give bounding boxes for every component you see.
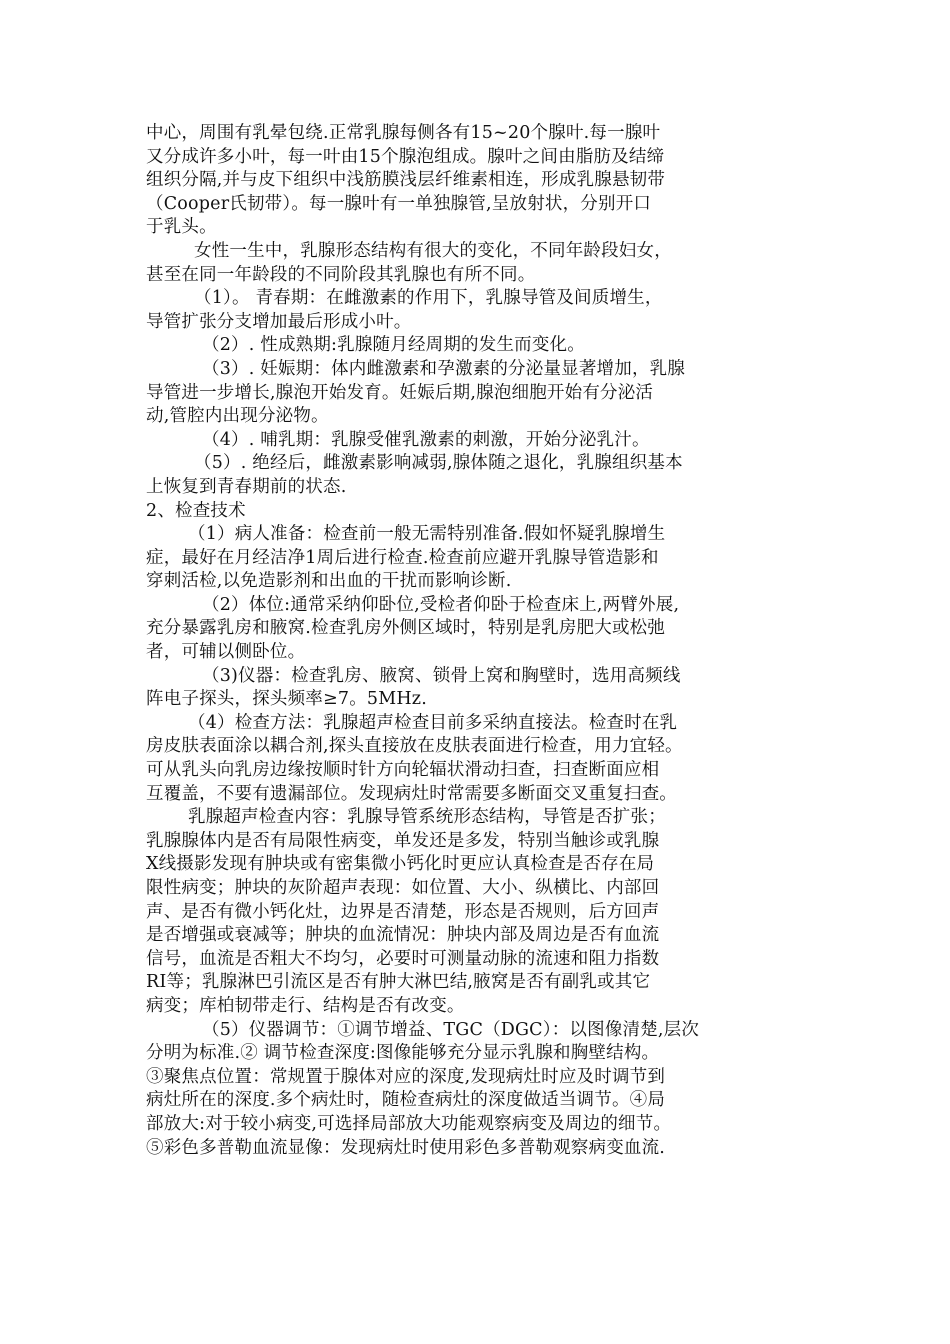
text-line: 上恢复到青春期前的状态.	[146, 476, 347, 497]
text-line: 充分暴露乳房和腋窝.检查乳房外侧区域时，特别是乳房肥大或松弛	[146, 618, 666, 639]
text-line: 分明为标准.② 调节检查深度:图像能够充分显示乳腺和胸壁结构。	[146, 1043, 660, 1064]
text-line: （5）. 绝经后，雌激素影响减弱,腺体随之退化，乳腺组织基本	[194, 453, 683, 474]
text-line: 病灶所在的深度.多个病灶时，随检查病灶的深度做适当调节。④局	[146, 1090, 666, 1111]
text-line: 病变；库柏韧带走行、结构是否有改变。	[146, 995, 465, 1016]
text-line: 房皮肤表面涂以耦合剂,探头直接放在皮肤表面进行检查，用力宜轻。	[146, 736, 683, 757]
text-line: 信号，血流是否粗大不均匀，必要时可测量动脉的流速和阻力指数	[146, 948, 660, 969]
text-line: （2）体位:通常采纳仰卧位,受检者仰卧于检查床上,两臂外展,	[202, 594, 680, 615]
text-line: （5）仪器调节：①调节增益、TGC（DGC）：以图像清楚,层次	[202, 1019, 700, 1040]
text-line: 限性病变；肿块的灰阶超声表现：如位置、大小、纵横比、内部回	[146, 878, 660, 898]
text-line: 导管扩张分支增加最后形成小叶。	[146, 311, 412, 332]
text-line: 可从乳头向乳房边缘按顺时针方向轮辐状滑动扫查，扫查断面应相	[146, 760, 660, 781]
text-line: 者，可辅以侧卧位。	[146, 642, 306, 663]
document-body	[146, 122, 806, 1160]
text-line: （3）. 妊娠期：体内雌激素和孕激素的分泌量显著增加，乳腺	[202, 358, 686, 379]
text-line: 导管进一步增长,腺泡开始发育。妊娠后期,腺泡细胞开始有分泌活	[146, 382, 654, 403]
text-line: 声、是否有微小钙化灶，边界是否清楚，形态是否规则，后方回声	[146, 901, 660, 922]
text-line: （2）. 性成熟期:乳腺随月经周期的发生而变化。	[202, 335, 585, 356]
text-line: （3)仪器：检查乳房、腋窝、锁骨上窝和胸壁时，选用高频线	[202, 665, 681, 686]
text-line: （Cooper氏韧带）。每一腺叶有一单独腺管,呈放射状，分别开口	[146, 193, 652, 214]
text-line: 动,管腔内出现分泌物。	[146, 406, 329, 427]
text-line: （1）。 青春期：在雌激素的作用下，乳腺导管及间质增生，	[194, 288, 663, 309]
text-line: 互覆盖，不要有遗漏部位。发现病灶时常需要多断面交叉重复扫查。	[146, 783, 677, 804]
text-line: 是否增强或衰减等；肿块的血流情况：肿块内部及周边是否有血流	[146, 925, 660, 946]
text-line: 于乳头。	[146, 217, 217, 238]
text-line: （1）病人准备：检查前一般无需特别准备.假如怀疑乳腺增生	[188, 524, 666, 545]
text-line: （4）检查方法：乳腺超声检查目前多采纳直接法。检查时在乳	[188, 712, 678, 733]
section-heading: 2、检查技术	[146, 500, 246, 521]
text-line: 乳腺超声检查内容：乳腺导管系统形态结构，导管是否扩张；	[188, 807, 666, 828]
text-line: X线摄影发现有肿块或有密集微小钙化时更应认真检查是否存在局	[146, 854, 655, 875]
text-line: （4）. 哺乳期：乳腺受催乳激素的刺激，开始分泌乳汁。	[202, 429, 650, 450]
text-line: 穿刺活检,以免造影剂和出血的干扰而影响诊断.	[146, 571, 512, 592]
text-line: 症，最好在月经洁净1周后进行检查.检查前应避开乳腺导管造影和	[146, 547, 659, 568]
text-line: 又分成许多小叶，每一叶由15个腺泡组成。腺叶之间由脂肪及结缔	[146, 146, 665, 167]
text-line: 阵电子探头，探头频率≥7。5MHz.	[146, 689, 427, 710]
text-line: 部放大:对于较小病变,可选择局部放大功能观察病变及周边的细节。	[146, 1113, 672, 1134]
text-line: ⑤彩色多普勒血流显像：发现病灶时使用彩色多普勒观察病变血流.	[146, 1137, 666, 1158]
text-line: ③聚焦点位置：常规置于腺体对应的深度,发现病灶时应及时调节到	[146, 1066, 666, 1087]
text-line: RI等；乳腺淋巴引流区是否有肿大淋巴结,腋窝是否有副乳或其它	[146, 972, 651, 993]
text-line: 组织分隔,并与皮下组织中浅筋膜浅层纤维素相连，形成乳腺悬韧带	[146, 170, 666, 191]
text-line: 乳腺腺体内是否有局限性病变，单发还是多发，特别当触诊或乳腺	[146, 830, 660, 851]
text-line: 中心，周围有乳晕包绕.正常乳腺每侧各有15~20个腺叶.每一腺叶	[146, 123, 661, 143]
text-line: 女性一生中，乳腺形态结构有很大的变化，不同年龄段妇女，	[194, 240, 672, 261]
text-line: 甚至在同一年龄段的不同阶段其乳腺也有所不同。	[146, 264, 536, 285]
